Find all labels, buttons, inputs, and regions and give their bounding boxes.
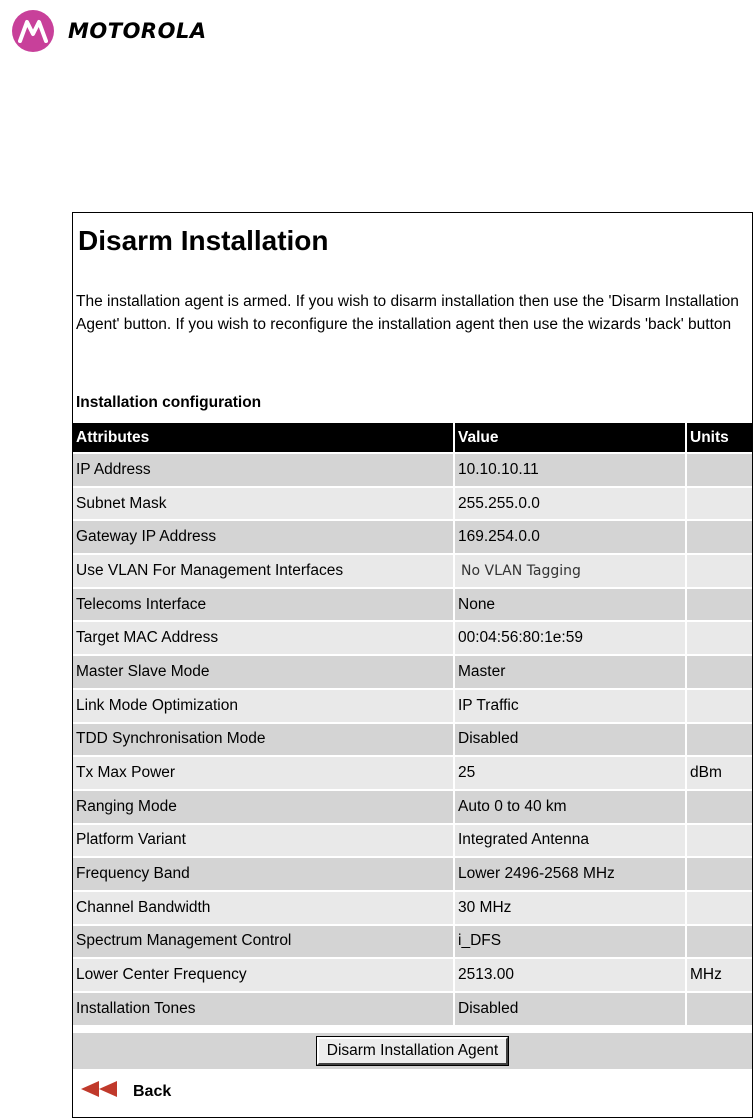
page-title: Disarm Installation bbox=[78, 225, 329, 256]
table-row bbox=[73, 452, 752, 486]
table-row bbox=[73, 553, 752, 587]
table-row bbox=[73, 789, 752, 823]
vlan-value-text: No VLAN Tagging bbox=[461, 562, 581, 579]
table-row bbox=[73, 755, 752, 789]
value-cell: 30 MHz bbox=[455, 890, 687, 924]
table-row bbox=[73, 654, 752, 688]
table-row bbox=[73, 519, 752, 553]
attribute-cell: IP Address bbox=[73, 452, 455, 486]
unit-cell bbox=[687, 924, 752, 958]
value-cell: 255.255.0.0 bbox=[455, 486, 687, 520]
unit-cell bbox=[687, 452, 752, 486]
button-row bbox=[73, 1033, 752, 1069]
attribute-cell: Telecoms Interface bbox=[73, 587, 455, 621]
unit-cell: dBm bbox=[687, 755, 752, 789]
value-cell: 25 bbox=[455, 755, 687, 789]
unit-cell bbox=[687, 823, 752, 857]
unit-cell bbox=[687, 587, 752, 621]
value-cell: 169.254.0.0 bbox=[455, 519, 687, 553]
unit-cell bbox=[687, 991, 752, 1025]
attribute-cell: Use VLAN For Management Interfaces bbox=[73, 553, 455, 587]
attribute-cell: Target MAC Address bbox=[73, 620, 455, 654]
attribute-cell: Link Mode Optimization bbox=[73, 688, 455, 722]
double-left-arrow-icon bbox=[81, 1081, 119, 1102]
value-cell: Master bbox=[455, 654, 687, 688]
value-cell: Disabled bbox=[455, 722, 687, 756]
table-row bbox=[73, 957, 752, 991]
table-row bbox=[73, 688, 752, 722]
table-row bbox=[73, 620, 752, 654]
table-header-row bbox=[73, 423, 752, 452]
value-cell: 00:04:56:80:1e:59 bbox=[455, 620, 687, 654]
unit-cell bbox=[687, 519, 752, 553]
value-cell: IP Traffic bbox=[455, 688, 687, 722]
intro-text: The installation agent is armed. If you wish to disarm installation then use the 'Disarm Installation Agent' button. If you wish to reconfigure the installation agent then use the wizards 'back' button bbox=[76, 293, 739, 333]
value-cell: None bbox=[455, 587, 687, 621]
unit-cell bbox=[687, 688, 752, 722]
motorola-brand bbox=[12, 10, 207, 52]
value-cell: Disabled bbox=[455, 991, 687, 1025]
attribute-cell: Tx Max Power bbox=[73, 755, 455, 789]
header-value: Value bbox=[455, 423, 687, 452]
attribute-cell: TDD Synchronisation Mode bbox=[73, 722, 455, 756]
table-row bbox=[73, 856, 752, 890]
attribute-cell: Ranging Mode bbox=[73, 789, 455, 823]
back-label: Back bbox=[133, 1082, 172, 1100]
back-link[interactable] bbox=[81, 1081, 171, 1102]
table-body bbox=[73, 452, 752, 1025]
brand-wordmark: MOTOROLA bbox=[68, 19, 207, 43]
value-cell: Auto 0 to 40 km bbox=[455, 789, 687, 823]
attribute-cell: Frequency Band bbox=[73, 856, 455, 890]
table-row bbox=[73, 722, 752, 756]
unit-cell bbox=[687, 890, 752, 924]
attribute-cell: Installation Tones bbox=[73, 991, 455, 1025]
table-row bbox=[73, 587, 752, 621]
value-cell: 10.10.10.11 bbox=[455, 452, 687, 486]
disarm-installation-agent-button[interactable]: Disarm Installation Agent bbox=[317, 1037, 508, 1065]
value-cell bbox=[455, 553, 687, 587]
unit-cell bbox=[687, 722, 752, 756]
table-row bbox=[73, 890, 752, 924]
unit-cell: MHz bbox=[687, 957, 752, 991]
value-cell: Integrated Antenna bbox=[455, 823, 687, 857]
attribute-cell: Lower Center Frequency bbox=[73, 957, 455, 991]
unit-cell bbox=[687, 620, 752, 654]
table-row bbox=[73, 924, 752, 958]
table-row bbox=[73, 991, 752, 1025]
table-row bbox=[73, 823, 752, 857]
unit-cell bbox=[687, 856, 752, 890]
section-title: Installation configuration bbox=[76, 394, 262, 411]
unit-cell bbox=[687, 654, 752, 688]
unit-cell bbox=[687, 486, 752, 520]
attribute-cell: Spectrum Management Control bbox=[73, 924, 455, 958]
unit-cell bbox=[687, 789, 752, 823]
attribute-cell: Platform Variant bbox=[73, 823, 455, 857]
table-row bbox=[73, 486, 752, 520]
value-cell: Lower 2496-2568 MHz bbox=[455, 856, 687, 890]
attribute-cell: Gateway IP Address bbox=[73, 519, 455, 553]
motorola-batwing-logo-icon bbox=[12, 10, 54, 52]
disarm-installation-panel bbox=[72, 212, 753, 1118]
header-units: Units bbox=[687, 423, 752, 452]
installation-config-table bbox=[73, 423, 752, 1025]
value-cell: 2513.00 bbox=[455, 957, 687, 991]
unit-cell bbox=[687, 553, 752, 587]
header-attributes: Attributes bbox=[73, 423, 455, 452]
attribute-cell: Subnet Mask bbox=[73, 486, 455, 520]
value-cell: i_DFS bbox=[455, 924, 687, 958]
attribute-cell: Master Slave Mode bbox=[73, 654, 455, 688]
attribute-cell: Channel Bandwidth bbox=[73, 890, 455, 924]
